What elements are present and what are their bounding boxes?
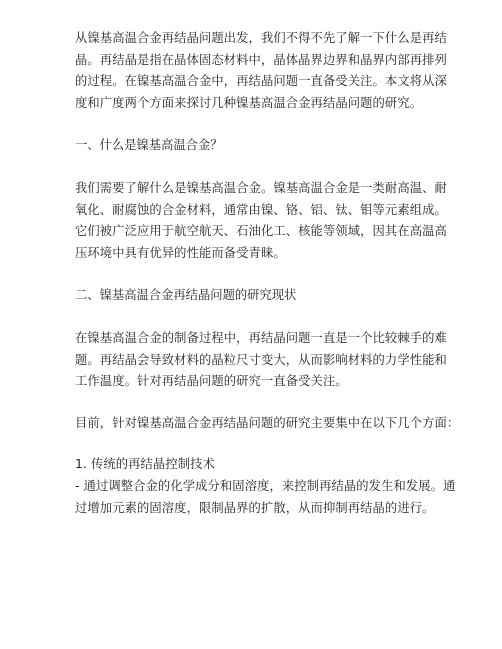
- section-heading: 一、什么是镍基高温合金？: [75, 138, 223, 153]
- text-line: 它们被广泛应用于航空航天、石油化工、核能等领域，因其在高温高: [75, 224, 447, 239]
- text-line: 的过程。在镍基高温合金中，再结晶问题一直备受关注。本文将从深: [75, 74, 447, 89]
- text-line: 晶。再结晶是指在晶体固态材料中，晶体晶界边界和晶界内部再排列: [75, 52, 447, 67]
- text-line: 从镍基高温合金再结晶问题出发，我们不得不先了解一下什么是再结: [75, 31, 447, 45]
- section2-summary-paragraph: [75, 413, 460, 435]
- section2-paragraph: [75, 328, 447, 393]
- text-line: 目前，针对镍基高温合金再结晶问题的研究主要集中在以下几个方面：: [75, 415, 460, 430]
- text-line: 我们需要了解什么是镍基高温合金。镍基高温合金是一类耐高温、耐: [75, 180, 447, 195]
- text-line: 在镍基高温合金的制备过程中，再结晶问题一直是一个比较棘手的难: [75, 330, 447, 345]
- list-item-title: 1. 传统的再结晶控制技术: [75, 457, 215, 472]
- text-line: - 通过调整合金的化学成分和固溶度，来控制再结晶的发生和发展。通: [75, 478, 456, 493]
- text-line: 压环境中具有优异的性能而备受青睐。: [75, 245, 286, 260]
- section1-paragraph: [75, 178, 447, 264]
- intro-paragraph: [75, 28, 447, 114]
- text-line: 度和广度两个方面来探讨几种镍基高温合金再结晶问题的研究。: [75, 95, 423, 110]
- section-heading: 二、镍基高温合金再结晶问题的研究现状: [75, 288, 297, 303]
- text-line: 过增加元素的固溶度，限制晶界的扩散，从而抑制再结晶的进行。: [75, 500, 435, 515]
- list-item: [75, 454, 456, 519]
- text-line: 氧化、耐腐蚀的合金材料，通常由镍、铬、铝、钛、钼等元素组成。: [75, 202, 447, 217]
- text-line: 题。再结晶会导致材料的晶粒尺寸变大，从而影响材料的力学性能和: [75, 352, 447, 367]
- document-page: [75, 28, 460, 519]
- text-line: 工作温度。针对再结晶问题的研究一直备受关注。: [75, 374, 348, 389]
